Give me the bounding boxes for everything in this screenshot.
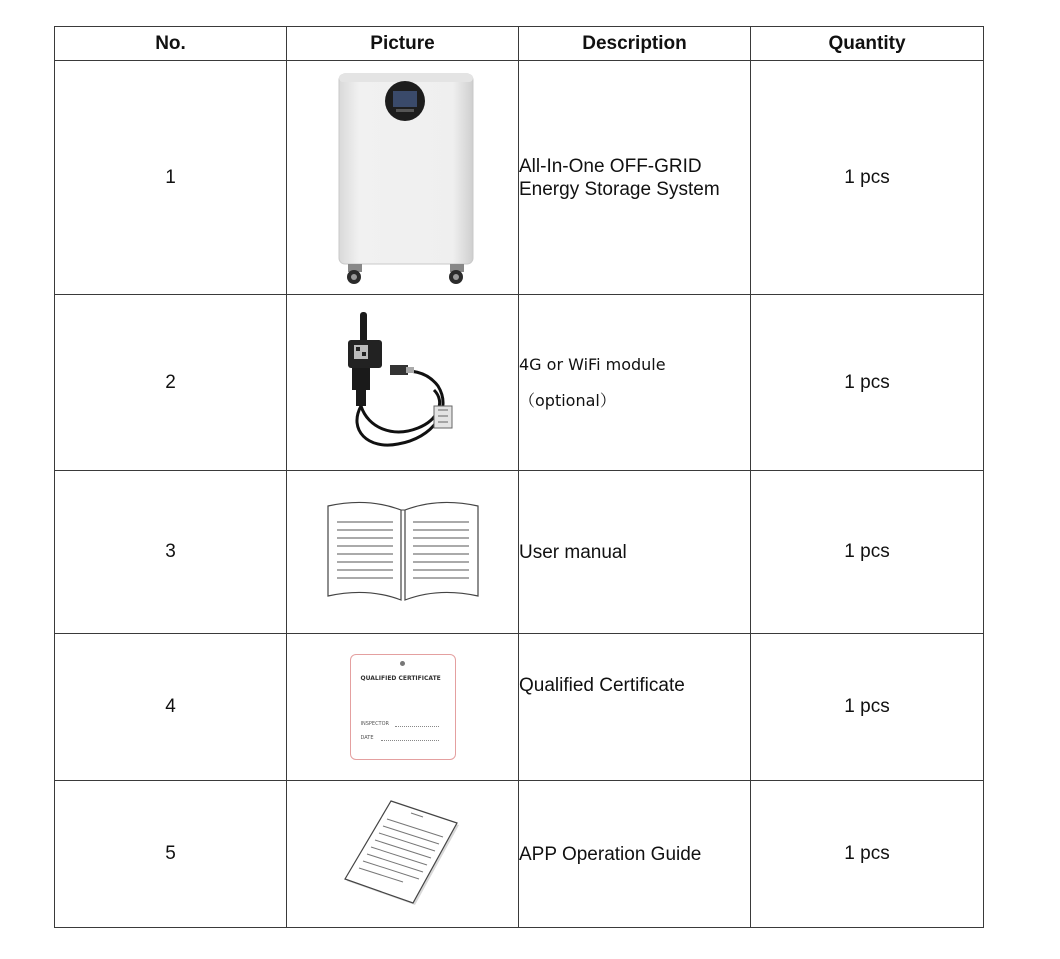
item-number: 3: [55, 471, 287, 634]
item-description: [519, 634, 751, 781]
item-picture: [287, 781, 519, 928]
certificate-inspector-label: INSPECTOR: [360, 721, 390, 727]
table-row: [55, 471, 984, 634]
table-row: [55, 634, 984, 781]
item-picture: [287, 295, 519, 471]
header-no: No.: [55, 27, 287, 61]
certificate-card-icon: [350, 654, 456, 760]
description-line: 4G or WiFi module: [519, 354, 666, 374]
certificate-title: QUALIFIED CERTIFICATE: [360, 675, 441, 682]
item-picture: [287, 634, 519, 781]
item-quantity: 1 pcs: [751, 471, 984, 634]
table-row: [55, 781, 984, 928]
item-description: [519, 781, 751, 928]
item-quantity: 1 pcs: [751, 295, 984, 471]
energy-storage-cabinet-icon: [328, 68, 478, 288]
inspector-line: [395, 726, 439, 727]
item-quantity: 1 pcs: [751, 781, 984, 928]
date-line: [381, 740, 439, 741]
description-line: User manual: [519, 541, 627, 563]
document-sheet-icon: [343, 799, 463, 909]
description-line: （optional）: [519, 390, 616, 410]
item-quantity: 1 pcs: [751, 634, 984, 781]
item-number: 2: [55, 295, 287, 471]
wifi-module-icon: [338, 310, 468, 455]
description-line: All-In-One OFF-GRID: [519, 155, 702, 177]
description-line: APP Operation Guide: [519, 843, 702, 865]
item-description: [519, 471, 751, 634]
table-row: [55, 61, 984, 295]
item-quantity: 1 pcs: [751, 61, 984, 295]
table-header-row: [55, 27, 984, 61]
certificate-date-label: DATE: [360, 735, 374, 741]
item-number: 5: [55, 781, 287, 928]
packing-list-table: [54, 26, 984, 928]
hole-icon: [400, 661, 405, 666]
description-line: Energy Storage System: [519, 178, 720, 200]
open-book-icon: [325, 500, 481, 604]
header-picture: Picture: [287, 27, 519, 61]
header-description: Description: [519, 27, 751, 61]
item-picture: [287, 471, 519, 634]
item-description: [519, 295, 751, 471]
item-picture: [287, 61, 519, 295]
item-number: 1: [55, 61, 287, 295]
table-row: [55, 295, 984, 471]
item-number: 4: [55, 634, 287, 781]
header-quantity: Quantity: [751, 27, 984, 61]
description-line: Qualified Certificate: [519, 675, 685, 696]
item-description: [519, 61, 751, 295]
